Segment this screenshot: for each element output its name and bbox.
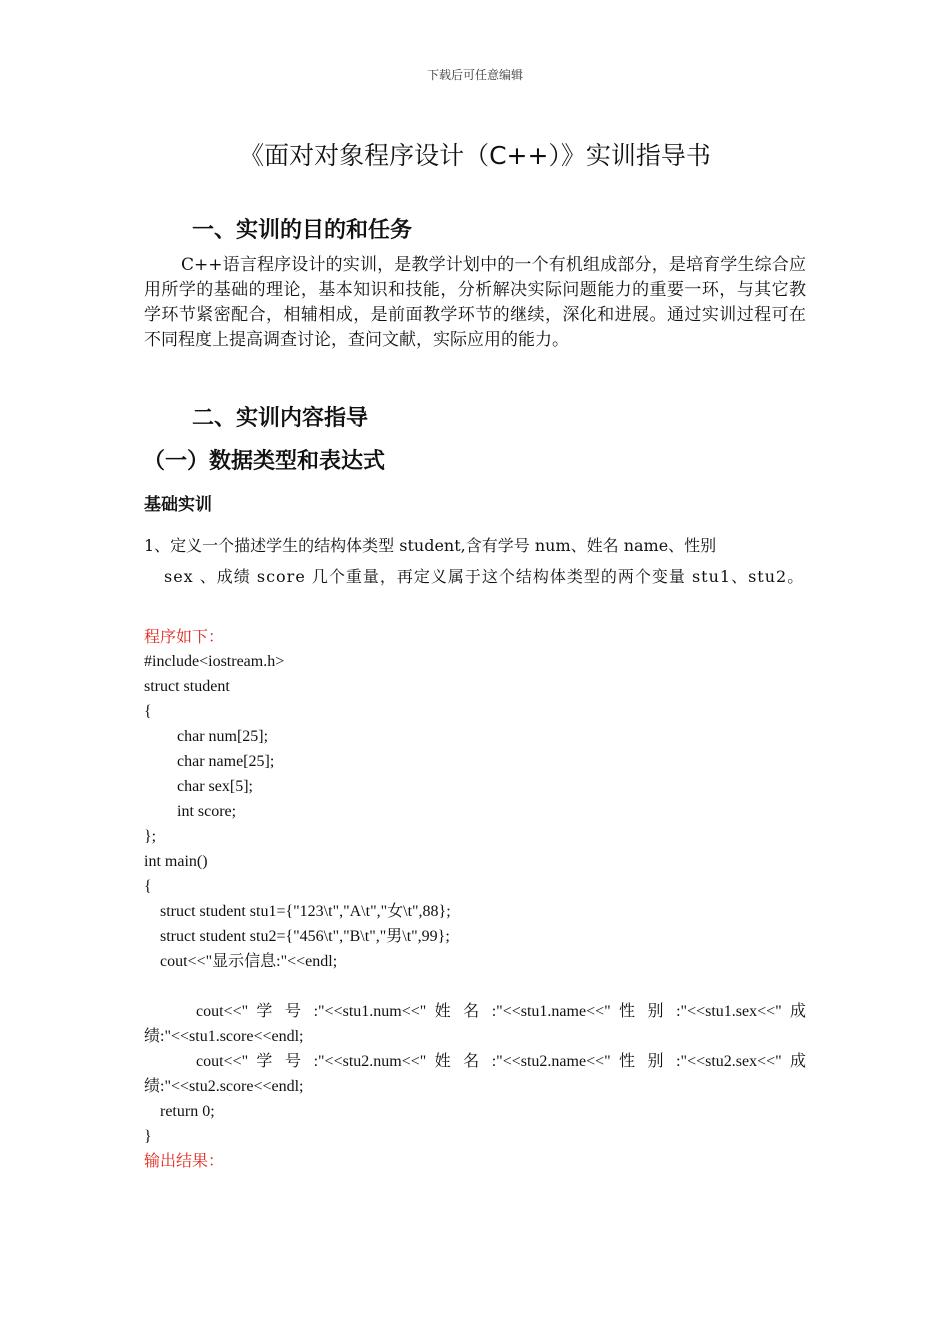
task-first-line: 1、定义一个描述学生的结构体类型 student,含有学号 num、姓名 name、性别	[144, 536, 717, 555]
code-line: return 0;	[160, 1103, 215, 1120]
code-line: {	[144, 878, 152, 895]
code-line: 绩:"<<stu1.score<<endl;	[144, 1028, 304, 1045]
code-line: }	[144, 1128, 152, 1145]
output-label: 输出结果：	[144, 1151, 225, 1170]
code-line: 绩:"<<stu2.score<<endl;	[144, 1078, 304, 1095]
code-line: struct student stu1={"123\t","A\t","女\t",88};	[160, 903, 451, 920]
program-label: 程序如下：	[144, 627, 225, 646]
subsubsection-heading: 基础实训	[144, 495, 212, 515]
purpose-paragraph	[144, 253, 806, 353]
code-line: cout<<" 学 号 :"<<stu2.num<<" 姓 名 :"<<stu2.name<<" 性 别 :"<<stu2.sex<<" 成	[196, 1053, 806, 1070]
code-line: char num[25];	[177, 728, 269, 745]
task-description	[144, 530, 806, 592]
header-note: 下载后可任意编辑	[426, 68, 523, 82]
purpose-text: C++语言程序设计的实训，是教学计划中的一个有机组成部分，是培育学生综合应用所学的基础的理论，基本知识和技能，分析解决实际问题能力的重要一环，与其它教学环节紧密配合，相辅相成，是前面教学环节的继续，深化和进展。通过实训过程可在不同程度上提高调查讨论，查问文献，实际应用的能力。	[144, 255, 806, 350]
document-title: 《面对对象程序设计（C++）》实训指导书	[239, 141, 711, 170]
code-line: struct student stu2={"456\t","B\t","男\t",99};	[160, 928, 450, 945]
code-line-blank	[144, 974, 806, 999]
code-line: struct student	[144, 678, 230, 695]
code-line: cout<<"显示信息:"<<endl;	[160, 953, 338, 970]
code-listing	[144, 649, 806, 1149]
code-line: };	[144, 828, 157, 845]
code-line: char sex[5];	[177, 778, 253, 795]
code-line: {	[144, 703, 152, 720]
section-heading-purpose: 一、实训的目的和任务	[192, 218, 413, 243]
section-heading-content: 二、实训内容指导	[192, 406, 369, 431]
subsection-heading: （一）数据类型和表达式	[143, 449, 386, 474]
code-line: char name[25];	[177, 753, 275, 770]
task-continuation: sex 、成绩 score 几个重量，再定义属于这个结构体类型的两个变量 stu1、stu2。	[164, 567, 805, 586]
code-line: cout<<" 学 号 :"<<stu1.num<<" 姓 名 :"<<stu1.name<<" 性 别 :"<<stu1.sex<<" 成	[196, 1003, 806, 1020]
code-line: int main()	[144, 853, 208, 870]
code-line: int score;	[177, 803, 237, 820]
code-line: #include<iostream.h>	[144, 653, 285, 670]
